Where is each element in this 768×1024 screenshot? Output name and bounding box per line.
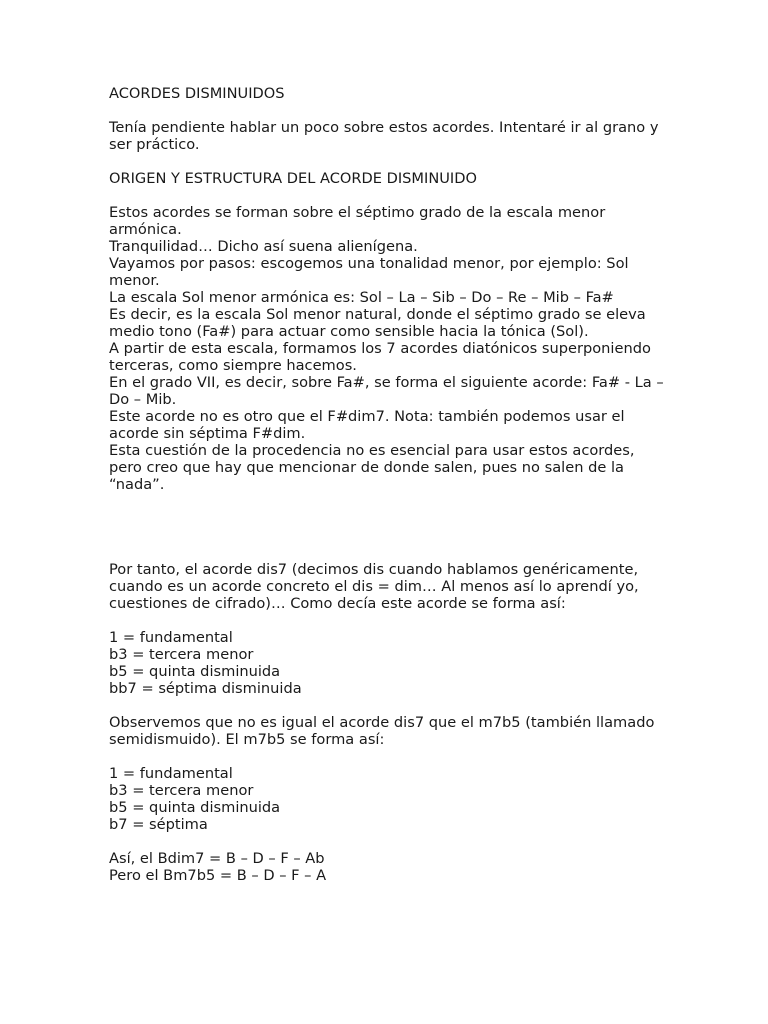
paragraph-line: En el grado VII, es decir, sobre Fa#, se forma el siguiente acorde: Fa# - La – Do – Mib. <box>109 374 669 408</box>
example-line: Así, el Bdim7 = B – D – F – Ab <box>109 850 325 867</box>
spacer <box>109 187 669 204</box>
spacer <box>109 748 669 765</box>
paragraph-line: Este acorde no es otro que el F#dim7. Nota: también podemos usar el acorde sin séptima F#dim. <box>109 408 630 442</box>
formula-line: bb7 = séptima disminuida <box>109 680 302 697</box>
section2-intro: Por tanto, el acorde dis7 (decimos dis cuando hablamos genéricamente, cuando es un acorde concreto el dis = dim… Al menos así lo aprendí yo, cuestiones de cifrado)… Como decía este acorde se forma así: <box>109 561 644 612</box>
spacer <box>109 612 669 629</box>
paragraph-line: Esta cuestión de la procedencia no es esencial para usar estos acordes, pero creo que hay que mencionar de donde salen, pues no salen de la “nada”. <box>109 442 640 493</box>
paragraph-line: La escala Sol menor armónica es: Sol – La – Sib – Do – Re – Mib – Fa# <box>109 289 614 306</box>
comparison-paragraph: Observemos que no es igual el acorde dis7 que el m7b5 (también llamado semidismuido). El m7b5 se forma así: <box>109 714 660 748</box>
paragraph-line: Vayamos por pasos: escogemos una tonalidad menor, por ejemplo: Sol menor. <box>109 255 634 289</box>
spacer <box>109 697 669 714</box>
formula-line: b7 = séptima <box>109 816 208 833</box>
paragraph-line: Es decir, es la escala Sol menor natural, donde el séptimo grado se eleva medio tono (Fa#) para actuar como sensible hacia la tónica (Sol). <box>109 306 651 340</box>
formula-line: b5 = quinta disminuida <box>109 799 281 816</box>
document-title: ACORDES DISMINUIDOS <box>109 85 285 102</box>
document-page <box>109 85 669 884</box>
example-line: Pero el Bm7b5 = B – D – F – A <box>109 867 327 884</box>
paragraph-line: A partir de esta escala, formamos los 7 acordes diatónicos superponiendo terceras, como siempre hacemos. <box>109 340 656 374</box>
intro-paragraph: Tenía pendiente hablar un poco sobre estos acordes. Intentaré ir al grano y ser práctico. <box>109 119 664 153</box>
spacer <box>109 153 669 170</box>
formula-line: 1 = fundamental <box>109 765 233 782</box>
paragraph-line: Estos acordes se forman sobre el séptimo grado de la escala menor armónica. <box>109 204 610 238</box>
spacer <box>109 493 669 561</box>
section-heading: ORIGEN Y ESTRUCTURA DEL ACORDE DISMINUIDO <box>109 170 477 187</box>
formula-line: b3 = tercera menor <box>109 782 254 799</box>
paragraph-line: Tranquilidad… Dicho así suena alienígena. <box>109 238 418 255</box>
spacer <box>109 833 669 850</box>
formula-line: b3 = tercera menor <box>109 646 254 663</box>
formula-line: 1 = fundamental <box>109 629 233 646</box>
formula-line: b5 = quinta disminuida <box>109 663 281 680</box>
spacer <box>109 102 669 119</box>
